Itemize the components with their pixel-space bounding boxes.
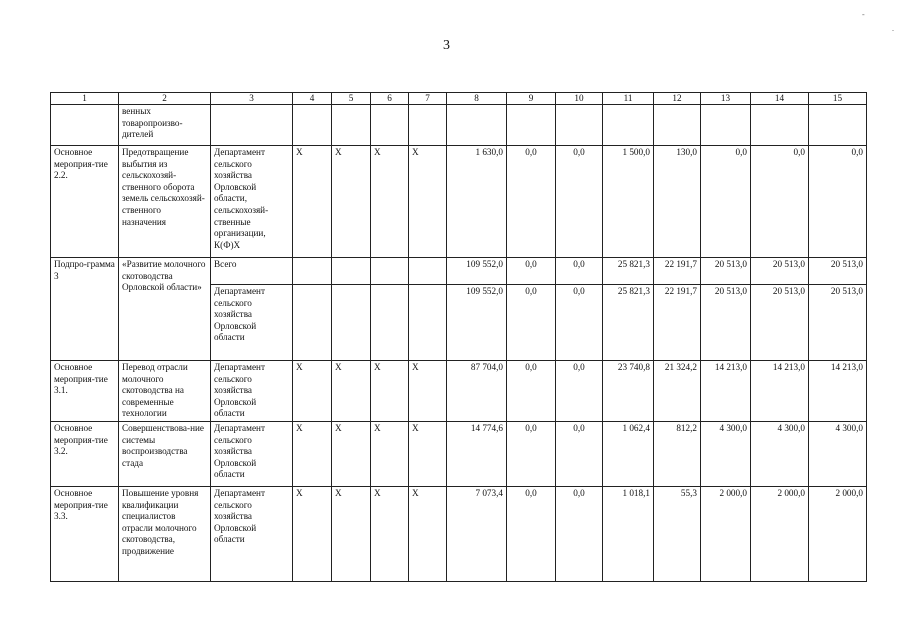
value-cell-col-8: 109 552,0 (447, 285, 507, 361)
value-cell-col-7 (409, 105, 447, 146)
value-cell-col-8 (447, 105, 507, 146)
value-cell-col-13: 20 513,0 (701, 258, 751, 285)
value-cell-col-6: X (371, 422, 409, 487)
program-name-cell: «Развитие молочного скотоводства Орловской области» (119, 258, 211, 361)
column-number-5: 5 (332, 93, 371, 105)
value-cell-col-8: 87 704,0 (447, 361, 507, 422)
value-cell-col-5 (332, 285, 371, 361)
value-cell-col-9: 0,0 (507, 285, 556, 361)
value-cell-col-7: X (409, 361, 447, 422)
program-name-cell: Перевод отрасли молочного скотоводства на современные технологии (119, 361, 211, 422)
scan-speck: - (862, 10, 865, 19)
table-row (51, 105, 867, 146)
value-cell-col-10: 0,0 (556, 285, 603, 361)
program-code-cell: Основное мероприя-тие 3.2. (51, 422, 119, 487)
value-cell-col-9 (507, 105, 556, 146)
column-number-15: 15 (809, 93, 867, 105)
executor-cell (211, 105, 293, 146)
budget-table (50, 92, 867, 582)
value-cell-col-15: 0,0 (809, 146, 867, 258)
value-cell-col-5 (332, 258, 371, 285)
value-cell-col-9: 0,0 (507, 361, 556, 422)
value-cell-col-8: 109 552,0 (447, 258, 507, 285)
value-cell-col-13: 14 213,0 (701, 361, 751, 422)
value-cell-col-15: 14 213,0 (809, 361, 867, 422)
value-cell-col-12 (654, 105, 701, 146)
value-cell-col-5: X (332, 422, 371, 487)
column-number-8: 8 (447, 93, 507, 105)
value-cell-col-11: 1 062,4 (603, 422, 654, 487)
column-number-13: 13 (701, 93, 751, 105)
column-number-3: 3 (211, 93, 293, 105)
value-cell-col-4: X (293, 361, 332, 422)
column-number-4: 4 (293, 93, 332, 105)
value-cell-col-8: 14 774,6 (447, 422, 507, 487)
column-number-14: 14 (751, 93, 809, 105)
value-cell-col-8: 1 630,0 (447, 146, 507, 258)
value-cell-col-5: X (332, 146, 371, 258)
program-code-cell: Основное мероприя-тие 3.3. (51, 487, 119, 582)
table-row (51, 146, 867, 258)
value-cell-col-14: 2 000,0 (751, 487, 809, 582)
value-cell-col-4 (293, 105, 332, 146)
value-cell-col-5 (332, 105, 371, 146)
program-code-cell: Основное мероприя-тие 2.2. (51, 146, 119, 258)
value-cell-col-10: 0,0 (556, 422, 603, 487)
value-cell-col-14: 14 213,0 (751, 361, 809, 422)
executor-cell: Департамент сельского хозяйства Орловской области (211, 285, 293, 361)
value-cell-col-6: X (371, 146, 409, 258)
program-name-cell: Совершенствова-ние системы воспроизводства стада (119, 422, 211, 487)
value-cell-col-10: 0,0 (556, 361, 603, 422)
value-cell-col-9: 0,0 (507, 146, 556, 258)
value-cell-col-12: 812,2 (654, 422, 701, 487)
value-cell-col-11: 25 821,3 (603, 258, 654, 285)
page-number: 3 (443, 38, 450, 53)
value-cell-col-13: 20 513,0 (701, 285, 751, 361)
column-number-12: 12 (654, 93, 701, 105)
executor-cell: Департамент сельского хозяйства Орловской области (211, 422, 293, 487)
program-name-cell: венных товаропроизво-дителей (119, 105, 211, 146)
value-cell-col-7 (409, 285, 447, 361)
value-cell-col-11: 25 821,3 (603, 285, 654, 361)
program-code-cell: Подпро-грамма 3 (51, 258, 119, 361)
column-numbers-row (51, 93, 867, 105)
value-cell-col-11: 1 018,1 (603, 487, 654, 582)
value-cell-col-15: 2 000,0 (809, 487, 867, 582)
column-number-9: 9 (507, 93, 556, 105)
executor-cell: Департамент сельского хозяйства Орловской области (211, 361, 293, 422)
table-row (51, 422, 867, 487)
program-name-cell: Предотвращение выбытия из сельскохозяй-ственного оборота земель сельскохозяй-ственного назначения (119, 146, 211, 258)
value-cell-col-9: 0,0 (507, 487, 556, 582)
scan-speck: . (892, 24, 894, 33)
executor-cell: Департамент сельского хозяйства Орловской области (211, 487, 293, 582)
value-cell-col-10: 0,0 (556, 258, 603, 285)
value-cell-col-12: 130,0 (654, 146, 701, 258)
table-row (51, 361, 867, 422)
value-cell-col-10 (556, 105, 603, 146)
value-cell-col-6 (371, 258, 409, 285)
column-number-6: 6 (371, 93, 409, 105)
value-cell-col-15 (809, 105, 867, 146)
value-cell-col-13: 0,0 (701, 146, 751, 258)
value-cell-col-6: X (371, 361, 409, 422)
column-number-2: 2 (119, 93, 211, 105)
value-cell-col-7 (409, 258, 447, 285)
executor-cell: Всего (211, 258, 293, 285)
value-cell-col-7: X (409, 487, 447, 582)
value-cell-col-8: 7 073,4 (447, 487, 507, 582)
value-cell-col-14: 4 300,0 (751, 422, 809, 487)
value-cell-col-4 (293, 258, 332, 285)
value-cell-col-6: X (371, 487, 409, 582)
value-cell-col-14: 0,0 (751, 146, 809, 258)
value-cell-col-4 (293, 285, 332, 361)
value-cell-col-15: 4 300,0 (809, 422, 867, 487)
value-cell-col-11 (603, 105, 654, 146)
value-cell-col-4: X (293, 422, 332, 487)
value-cell-col-4: X (293, 146, 332, 258)
value-cell-col-13: 4 300,0 (701, 422, 751, 487)
value-cell-col-10: 0,0 (556, 487, 603, 582)
program-code-cell: Основное мероприя-тие 3.1. (51, 361, 119, 422)
program-code-cell (51, 105, 119, 146)
value-cell-col-12: 55,3 (654, 487, 701, 582)
value-cell-col-15: 20 513,0 (809, 285, 867, 361)
value-cell-col-7: X (409, 422, 447, 487)
value-cell-col-7: X (409, 146, 447, 258)
value-cell-col-6 (371, 105, 409, 146)
table-row (51, 258, 867, 285)
value-cell-col-5: X (332, 487, 371, 582)
value-cell-col-6 (371, 285, 409, 361)
column-number-10: 10 (556, 93, 603, 105)
value-cell-col-14: 20 513,0 (751, 285, 809, 361)
value-cell-col-11: 23 740,8 (603, 361, 654, 422)
column-number-1: 1 (51, 93, 119, 105)
column-number-11: 11 (603, 93, 654, 105)
value-cell-col-9: 0,0 (507, 422, 556, 487)
value-cell-col-9: 0,0 (507, 258, 556, 285)
value-cell-col-14 (751, 105, 809, 146)
value-cell-col-15: 20 513,0 (809, 258, 867, 285)
value-cell-col-5: X (332, 361, 371, 422)
value-cell-col-11: 1 500,0 (603, 146, 654, 258)
value-cell-col-10: 0,0 (556, 146, 603, 258)
value-cell-col-13: 2 000,0 (701, 487, 751, 582)
table-row (51, 487, 867, 582)
value-cell-col-13 (701, 105, 751, 146)
value-cell-col-12: 22 191,7 (654, 258, 701, 285)
value-cell-col-14: 20 513,0 (751, 258, 809, 285)
value-cell-col-12: 21 324,2 (654, 361, 701, 422)
value-cell-col-4: X (293, 487, 332, 582)
column-number-7: 7 (409, 93, 447, 105)
program-name-cell: Повышение уровня квалификации специалистов отрасли молочного скотоводства, продвижение (119, 487, 211, 582)
executor-cell: Департамент сельского хозяйства Орловской области, сельскохозяй-ственные организации, К(Ф)Х (211, 146, 293, 258)
value-cell-col-12: 22 191,7 (654, 285, 701, 361)
